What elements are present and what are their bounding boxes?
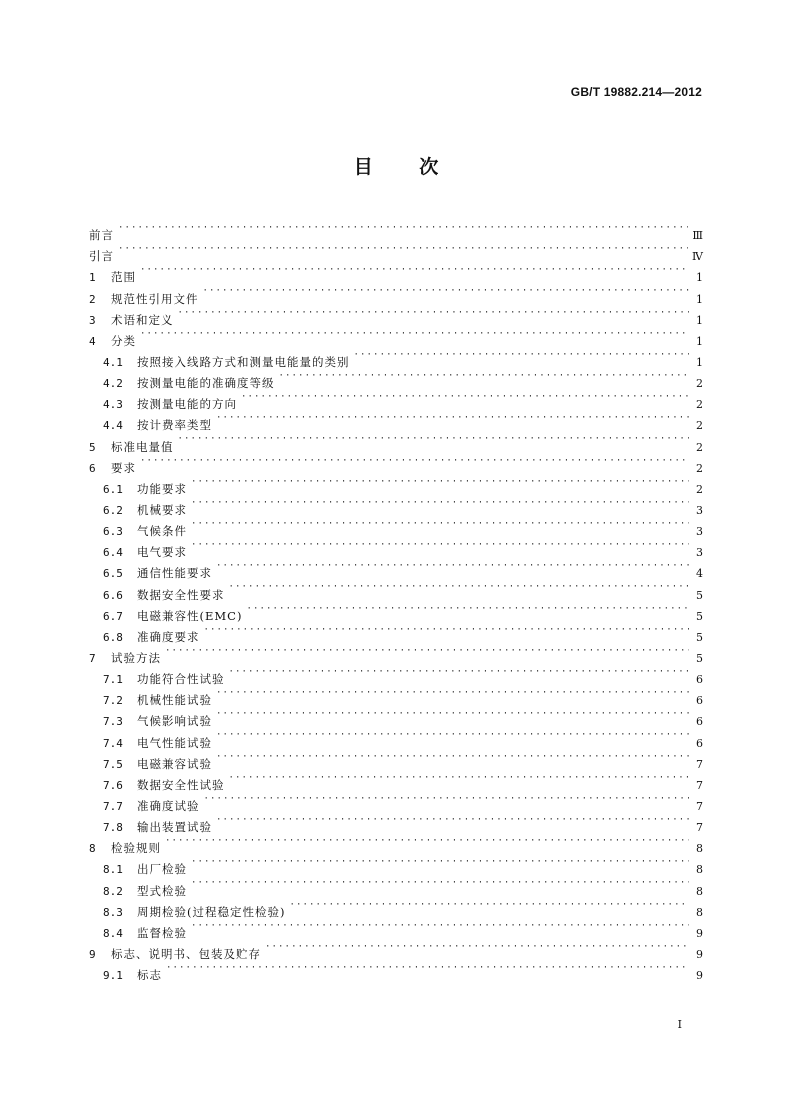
toc-entry[interactable] [89,218,703,243]
dot-leader [191,472,689,493]
toc-entry-page: 8 [696,842,703,856]
toc-entry-page: 7 [696,799,703,813]
toc-entry-page: 1 [696,334,703,348]
toc-entry-label: 标准电量值 [111,439,174,454]
toc-entry-label: 要求 [111,460,136,475]
toc-entry[interactable] [89,641,703,665]
toc-entry-label: 气候影响试验 [137,714,212,729]
toc-entry-label: 周期检验(过程稳定性检验) [137,904,286,919]
toc-entry-label: 按计费率类型 [137,418,212,433]
toc-entry-page: 5 [696,609,703,623]
dot-leader [246,599,689,620]
dot-leader [140,324,689,345]
toc-entry-number: 7.2 [103,694,123,708]
dot-leader [203,281,690,302]
toc-entry-label: 标志、说明书、包装及贮存 [111,946,261,961]
dot-leader [191,873,689,894]
toc-entry-number: 7.1 [103,673,123,687]
dot-leader [354,345,690,366]
toc-entry-page: 3 [696,525,703,539]
toc-entry[interactable] [89,662,703,687]
toc-entry-page: 1 [696,271,703,285]
toc-entry[interactable] [89,472,703,496]
dot-leader [216,556,689,577]
toc-entry-number: 1 [89,271,96,285]
toc-entry-label: 电气性能试验 [137,735,212,750]
toc-entry[interactable] [89,429,703,454]
toc-entry[interactable] [89,281,703,306]
dot-leader [191,916,689,937]
toc-entry-label: 试验方法 [111,650,161,665]
dot-leader [229,768,690,789]
dot-leader [191,514,689,535]
toc-entry-number: 4.3 [103,398,123,412]
toc-entry-number: 6.5 [103,567,123,581]
toc-entry-label: 按测量电能的准确度等级 [137,376,275,391]
toc-entry-page: 7 [696,821,703,835]
page-number: Ⅰ [677,1018,682,1031]
dot-leader [204,620,690,641]
toc-entry-label: 按照接入线路方式和测量电能量的类别 [137,354,350,369]
toc-entry-number: 7.8 [103,821,123,835]
dot-leader [216,725,689,746]
toc-entry-label: 功能符合性试验 [137,672,225,687]
toc-entry-page: 5 [696,630,703,644]
dot-leader [178,429,690,450]
toc-entry-number: 6.2 [103,503,123,517]
toc-entry-label: 功能要求 [137,481,187,496]
toc-entry-label: 准确度要求 [137,629,200,644]
toc-entry-number: 7.6 [103,778,123,792]
dot-leader [216,747,689,768]
toc-entry-number: 4 [89,334,96,348]
toc-entry-page: 5 [696,588,703,602]
toc-entry-number: 4.1 [103,355,123,369]
toc-entry-page: 9 [696,969,703,983]
dot-leader [166,958,689,979]
toc-entry-page: 2 [696,398,703,412]
toc-entry[interactable] [89,260,703,285]
dot-leader [265,937,689,958]
toc-entry-page: 6 [696,673,703,687]
toc-entry-label: 引言 [89,249,114,264]
toc-entry-label: 准确度试验 [137,798,200,813]
toc-entry-label: 标志 [137,968,162,983]
toc-entry-label: 数据安全性试验 [137,777,225,792]
dot-leader [178,303,690,324]
toc-entry-label: 通信性能要求 [137,566,212,581]
toc-entry-page: 6 [696,694,703,708]
toc-entry-page: 4 [696,567,703,581]
dot-leader [191,493,689,514]
dot-leader [140,451,689,472]
toc-entry[interactable] [89,239,703,264]
toc-entry-number: 7 [89,651,96,665]
toc-entry-page: 6 [696,736,703,750]
toc-entry[interactable] [89,852,703,877]
toc-entry-page: 1 [696,313,703,327]
toc-entry-label: 气候条件 [137,524,187,539]
dot-leader [165,831,689,852]
toc-entry-page: 6 [696,715,703,729]
dot-leader [191,852,689,873]
toc-entry-number: 6.3 [103,525,123,539]
toc-entry-page: 1 [696,355,703,369]
toc-entry-label: 术语和定义 [111,312,174,327]
toc-entry-number: 7.4 [103,736,123,750]
dot-leader [229,662,690,683]
toc-entry-page: 7 [696,757,703,771]
toc-entry-label: 型式检验 [137,883,187,898]
toc-entry-page: 7 [696,778,703,792]
dot-leader [216,810,689,831]
toc-entry[interactable] [89,451,703,475]
dot-leader [241,387,689,408]
toc-entry-number: 3 [89,313,96,327]
toc-entry[interactable] [89,303,703,327]
toc-entry[interactable] [89,345,703,369]
toc-entry-page: 8 [696,905,703,919]
toc-entry-page: 9 [696,926,703,940]
table-of-contents [89,218,703,983]
toc-entry-number: 6.4 [103,546,123,560]
dot-leader [279,366,690,387]
toc-entry-label: 出厂检验 [137,862,187,877]
toc-entry-number: 8.4 [103,926,123,940]
toc-entry-number: 8 [89,842,96,856]
toc-entry-number: 8.2 [103,884,123,898]
dot-leader [165,641,689,662]
toc-entry-page: 5 [696,651,703,665]
toc-entry-number: 9 [89,947,96,961]
dot-leader [289,895,689,916]
dot-leader [216,704,689,725]
toc-entry-label: 监督检验 [137,925,187,940]
toc-entry-number: 7.3 [103,715,123,729]
toc-entry-number: 8.1 [103,863,123,877]
toc-entry-number: 2 [89,292,96,306]
dot-leader [191,535,689,556]
toc-entry-label: 电磁兼容性(EMC) [137,608,243,623]
toc-entry-number: 6.1 [103,482,123,496]
toc-entry[interactable] [89,958,703,983]
page-title: 目 次 [353,156,439,178]
toc-entry-label: 数据安全性要求 [137,587,225,602]
toc-entry-number: 7.5 [103,757,123,771]
toc-entry-page: Ⅲ [692,229,703,243]
toc-entry-number: 6.8 [103,630,123,644]
toc-entry-number: 6 [89,461,96,475]
dot-leader [216,408,689,429]
toc-entry-label: 机械性能试验 [137,693,212,708]
toc-entry-page: 2 [696,461,703,475]
toc-entry-page: 8 [696,884,703,898]
toc-entry-page: 1 [696,292,703,306]
toc-entry-label: 输出装置试验 [137,820,212,835]
toc-entry-label: 机械要求 [137,502,187,517]
toc-entry-label: 前言 [89,228,114,243]
dot-leader [216,683,689,704]
toc-entry-page: 8 [696,863,703,877]
toc-entry-number: 4.4 [103,419,123,433]
toc-entry[interactable] [89,324,703,348]
toc-entry-number: 5 [89,440,96,454]
dot-leader [140,260,689,281]
toc-entry-page: 3 [696,546,703,560]
toc-entry-number: 6.6 [103,588,123,602]
toc-entry-label: 按测量电能的方向 [137,397,237,412]
toc-entry-page: 3 [696,503,703,517]
toc-entry-number: 4.2 [103,377,123,391]
toc-entry-page: 2 [696,419,703,433]
toc-entry-page: 2 [696,377,703,391]
toc-entry-label: 电磁兼容试验 [137,756,212,771]
dot-leader [118,218,688,239]
toc-entry-number: 6.7 [103,609,123,623]
toc-entry-number: 8.3 [103,905,123,919]
toc-entry-page: 2 [696,482,703,496]
toc-entry-page: 9 [696,947,703,961]
toc-entry-page: 2 [696,440,703,454]
toc-entry-label: 电气要求 [137,545,187,560]
toc-entry-label: 分类 [111,333,136,348]
toc-entry-label: 范围 [111,270,136,285]
dot-leader [229,577,690,598]
standard-code: GB/T 19882.214—2012 [570,85,702,99]
toc-entry-label: 检验规则 [111,841,161,856]
toc-entry[interactable] [89,831,703,856]
toc-entry-number: 9.1 [103,969,123,983]
toc-entry-label: 规范性引用文件 [111,291,199,306]
dot-leader [118,239,688,260]
toc-entry-page: Ⅳ [692,250,703,264]
toc-entry-number: 7.7 [103,799,123,813]
dot-leader [204,789,690,810]
